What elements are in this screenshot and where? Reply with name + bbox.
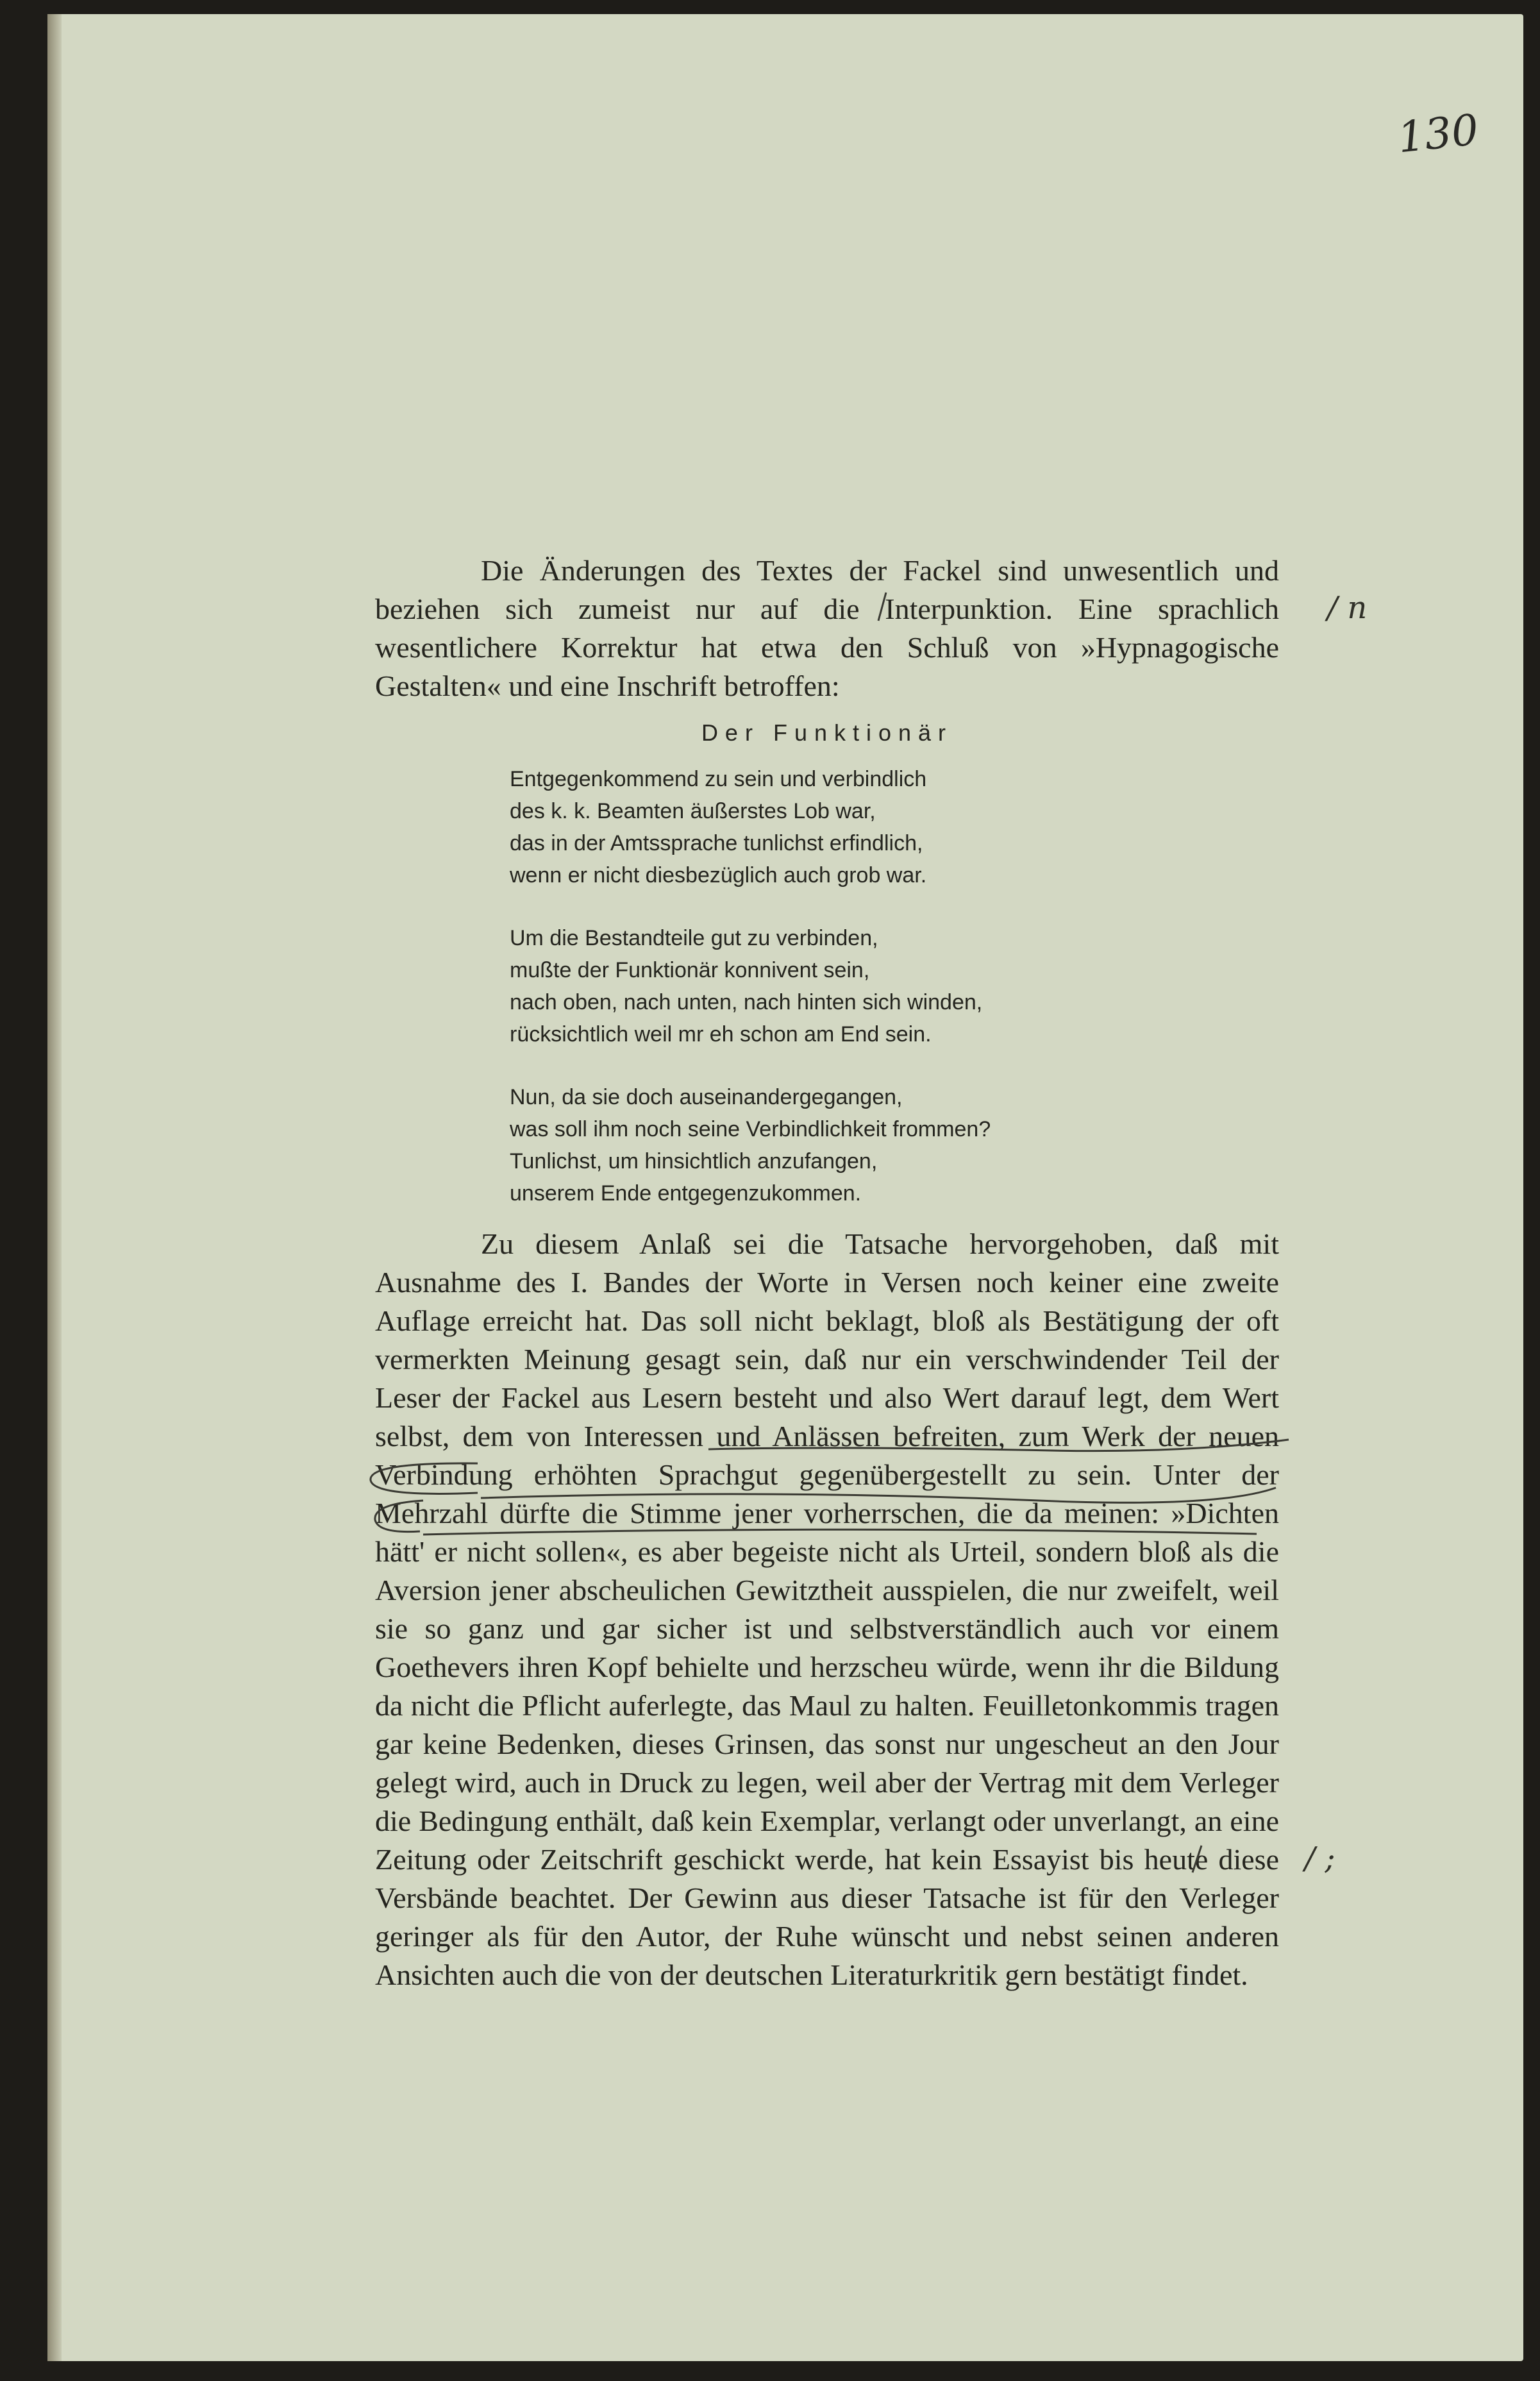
poem-line: Nun, da sie doch auseinandergegangen, [510, 1085, 903, 1109]
poem-line: was soll ihm noch seine Verbindlichkeit frommen? [510, 1117, 991, 1141]
page-number: 130 [1395, 105, 1481, 163]
poem-line: wenn er nicht diesbezüglich auch grob war. [510, 863, 927, 888]
pencil-underline-stroke [423, 1529, 1257, 1535]
poem-title: Der Funktionär [701, 719, 953, 746]
margin-correction-mark: / ; [1305, 1840, 1335, 1876]
poem-line: nach oben, nach unten, nach hinten sich winden, [510, 990, 983, 1014]
poem-line: Um die Bestandteile gut zu verbinden, [510, 926, 878, 950]
poem-line: das in der Amtssprache tunlichst erfindlich, [510, 831, 923, 855]
poem-line: unserem Ende entgegenzukommen. [510, 1181, 862, 1206]
pencil-bracket-der [375, 1501, 423, 1532]
poem-line: mußte der Funktionär konnivent sein, [510, 958, 870, 982]
poem-line: rücksichtlich weil mr eh schon am End sein. [510, 1022, 932, 1047]
intro-paragraph: Die Änderungen des Textes der Fackel sind unwesentlich und beziehen sich zumeist nur auf die Interpunktion. Eine sprachlich wesentlichere Korrektur hat etwa den Schluß von »Hypnagogische Gestalten« und eine Inschrift betroffen: [375, 554, 1279, 702]
margin-correction-mark: / n [1327, 590, 1368, 626]
pencil-underline-stroke [481, 1488, 1276, 1502]
poem-line: Entgegenkommend zu sein und verbindlich [510, 767, 927, 791]
pencil-strike-mark [878, 593, 886, 621]
main-paragraph: Zu diesem Anlaß sei die Tatsache hervorgehoben, daß mit Ausnahme des I. Bandes der Worte in Versen noch keiner eine zweite Auflage erreicht hat. Das soll nicht beklagt, bloß als Bestätigung der oft vermerkten Meinung gesagt sein, daß nur ein verschwindender Teil der Leser der Fackel aus Lesern besteht und also Wert darauf legt, dem Wert selbst, dem von Interessen und Anlässen befreiten, zum Werk der neuen Verbindung erhöhten Sprachgut gegenübergestellt zu sein. Unter der Mehrzahl dürfte die Stimme jener vorherrschen, die da meinen: »Dichten hätt' er nicht sollen«, es aber begeiste nicht als Urteil, sondern bloß als die Aversion jener abscheulichen Gewitztheit ausspielen, die nur zweifelt, weil sie so ganz und gar sicher ist und selbstverständlich auch vor einem Goethevers ihren Kopf behielte und herzscheu würde, wenn ihr die Bildung da nicht die Pflicht auferlegte, das Maul zu halten. Feuilletonkommis tragen gar keine Bedenken, dieses Grinsen, das sonst nur ungescheut an den Jour gelegt wird, auch in Druck zu legen, weil aber der Vertrag mit dem Verleger die Bedingung enthält, daß kein Exemplar, verlangt oder unverlangt, an eine Zeitung oder Zeitschrift geschickt werde, hat kein Essayist bis heute diese Versbände beachtet. Der Gewinn aus dieser Tatsache ist für den Verleger geringer als für den Autor, der Ruhe wünscht und nebst seinen anderen Ansichten auch die von der deutschen Literaturkritik gern bestätigt findet. [375, 1227, 1279, 1991]
pencil-bracket-selbst [371, 1463, 478, 1494]
pencil-strike-mark [1193, 1846, 1201, 1872]
pencil-underline-stroke [708, 1440, 1289, 1451]
poem-line: Tunlichst, um hinsichtlich anzufangen, [510, 1149, 878, 1174]
poem-line: des k. k. Beamten äußerstes Lob war, [510, 799, 876, 823]
